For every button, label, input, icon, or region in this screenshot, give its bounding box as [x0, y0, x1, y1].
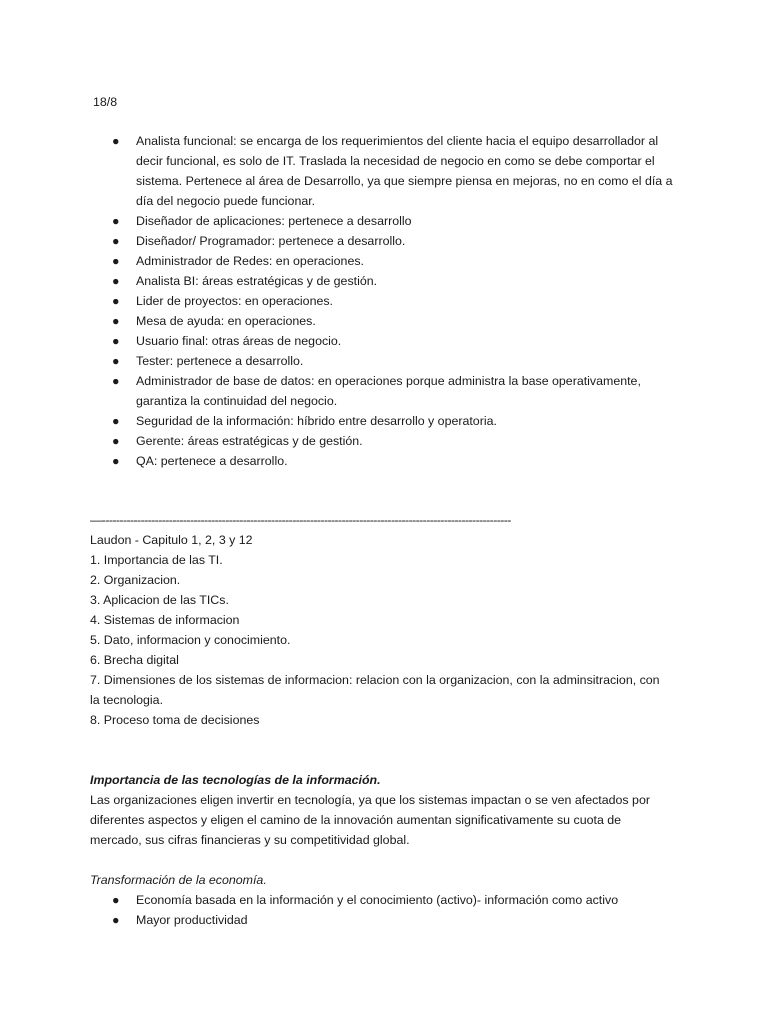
list-item-text: Economía basada en la información y el conocimiento (activo)- información como activo: [136, 893, 619, 907]
section-divider: —--------------------------------------------------------------------------------------------------------------------: [90, 513, 511, 527]
list-item: [0, 211, 696, 231]
list-item: [0, 451, 696, 471]
bullet-icon: ●: [112, 434, 120, 448]
list-item-text: QA: pertenece a desarrollo.: [136, 454, 288, 468]
list-item: [0, 291, 696, 311]
list-item-text: Analista funcional: se encarga de los requerimientos del cliente hacia el equipo desarrollador al: [136, 134, 659, 148]
syllabus-item: 4. Sistemas de informacion: [90, 613, 240, 627]
syllabus-block: [90, 530, 660, 730]
list-item-text: Lider de proyectos: en operaciones.: [136, 294, 333, 308]
syllabus-item: 6. Brecha digital: [90, 653, 179, 667]
section-heading: Transformación de la economía.: [90, 873, 267, 887]
list-item: [0, 271, 696, 291]
bullet-icon: ●: [112, 294, 120, 308]
list-item-text: Administrador de Redes: en operaciones.: [136, 254, 364, 268]
syllabus-title: Laudon - Capitulo 1, 2, 3 y 12: [90, 533, 253, 547]
syllabus-item: la tecnologia.: [90, 693, 164, 707]
list-item-text: Mesa de ayuda: en operaciones.: [136, 314, 316, 328]
bullet-icon: ●: [112, 913, 120, 927]
bullet-icon: ●: [112, 454, 120, 468]
list-item-text: día del negocio puede funcionar.: [136, 194, 316, 208]
list-item: [0, 890, 696, 910]
bullet-icon: ●: [112, 893, 120, 907]
importance-section: [90, 770, 650, 850]
list-item-text: Diseñador/ Programador: pertenece a desarrollo.: [136, 234, 406, 248]
list-item: [0, 910, 696, 930]
paragraph-line: mercado, sus cifras financieras y su competitividad global.: [90, 833, 410, 847]
list-item: [0, 371, 696, 411]
list-item: [0, 351, 696, 371]
list-item-text: Tester: pertenece a desarrollo.: [136, 354, 304, 368]
list-item: [0, 251, 696, 271]
list-item-text: Seguridad de la información: híbrido entre desarrollo y operatoria.: [136, 414, 497, 428]
list-item-text: Administrador de base de datos: en operaciones porque administra la base operativamente,: [136, 374, 641, 388]
list-item-text: Diseñador de aplicaciones: pertenece a desarrollo: [136, 214, 412, 228]
section-heading: Importancia de las tecnologías de la información.: [90, 773, 381, 787]
list-item-text: decir funcional, es solo de IT. Traslada la necesidad de negocio en como se debe comportar el: [136, 154, 655, 168]
bullet-icon: ●: [112, 314, 120, 328]
list-item-text: garantiza la continuidad del negocio.: [136, 394, 338, 408]
bullet-icon: ●: [112, 374, 120, 388]
syllabus-item: 1. Importancia de las TI.: [90, 553, 223, 567]
syllabus-item: 7. Dimensiones de los sistemas de informacion: relacion con la organizacion, con la adminsitracion, con: [90, 673, 660, 687]
list-item-text: Gerente: áreas estratégicas y de gestión.: [136, 434, 363, 448]
list-item-text: sistema. Pertenece al área de Desarrollo, ya que siempre piensa en mejoras, no en como el día a: [136, 174, 673, 188]
bullet-icon: ●: [112, 134, 120, 148]
syllabus-item: 8. Proceso toma de decisiones: [90, 713, 260, 727]
bullet-icon: ●: [112, 214, 120, 228]
paragraph-line: Las organizaciones eligen invertir en tecnología, ya que los sistemas impactan o se ven afectados por: [90, 793, 650, 807]
list-item-text: Usuario final: otras áreas de negocio.: [136, 334, 342, 348]
bullet-icon: ●: [112, 254, 120, 268]
list-item: [0, 411, 696, 431]
bullet-icon: ●: [112, 354, 120, 368]
list-item: [0, 311, 696, 331]
syllabus-item: 2. Organizacion.: [90, 573, 181, 587]
date-label: 18/8: [93, 95, 118, 109]
syllabus-item: 5. Dato, informacion y conocimiento.: [90, 633, 291, 647]
list-item: [0, 231, 696, 251]
list-item: [0, 431, 696, 451]
bullet-icon: ●: [112, 234, 120, 248]
bullet-icon: ●: [112, 274, 120, 288]
list-item-text: Mayor productividad: [136, 913, 248, 927]
syllabus-item: 3. Aplicacion de las TICs.: [90, 593, 229, 607]
list-item: [0, 131, 696, 211]
transformation-section: [90, 870, 267, 890]
bullet-icon: ●: [112, 334, 120, 348]
bullet-icon: ●: [112, 414, 120, 428]
list-item: [0, 331, 696, 351]
list-item-text: Analista BI: áreas estratégicas y de gestión.: [136, 274, 378, 288]
roles-list: [0, 131, 768, 471]
paragraph-line: diferentes aspectos y eligen el camino de la innovación aumentan significativamente su cuota de: [90, 813, 622, 827]
transformation-list: [0, 890, 768, 930]
